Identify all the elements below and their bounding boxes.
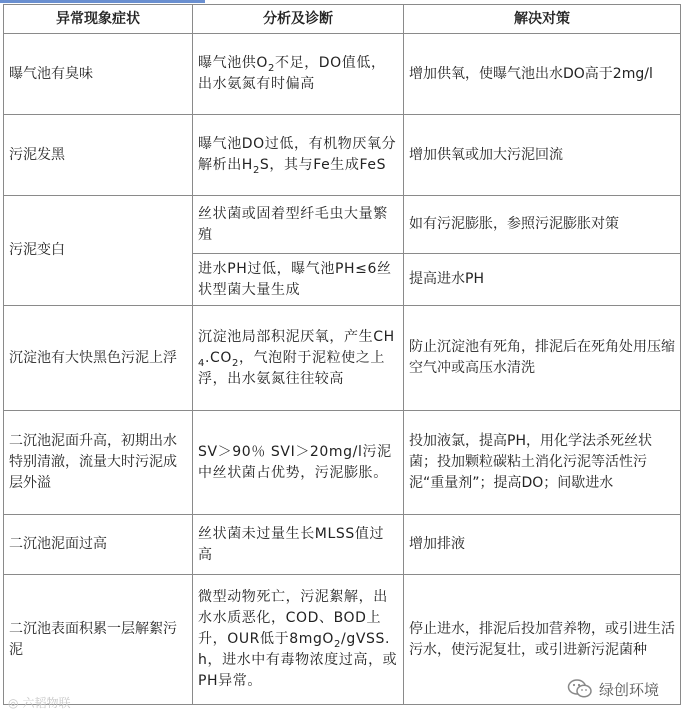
table-row — [4, 411, 681, 515]
symptom-cell: 污泥发黑 — [4, 115, 193, 196]
symptom-cell: 沉淀池有大快黑色污泥上浮 — [4, 306, 193, 411]
analysis-cell: 微型动物死亡，污泥絮解，出水水质恶化，COD、BOD上升，OUR低于8mgO$_2$/gVSS.h，进水中有毒物浓度过高，或PH异常。 — [193, 575, 404, 705]
header-solution: 解决对策 — [404, 5, 681, 34]
solution-cell: 防止沉淀池有死角，排泥后在死角处用压缩空气冲或高压水清洗 — [404, 306, 681, 411]
solution-cell: 如有污泥膨胀，参照污泥膨胀对策 — [404, 196, 681, 254]
watermark-left-text: 六韬物联 — [22, 696, 71, 710]
table-row — [4, 196, 681, 254]
table-header-row — [4, 5, 681, 34]
table-row — [4, 115, 681, 196]
analysis-cell: 丝状菌未过量生长MLSS值过高 — [193, 515, 404, 575]
table-row — [4, 515, 681, 575]
header-symptom: 异常现象症状 — [4, 5, 193, 34]
solution-cell: 投加液氯，提高PH，用化学法杀死丝状菌；投加颗粒碳粘土消化污泥等活性污泥“重量剂”；提高DO；间歇进水 — [404, 411, 681, 515]
solution-cell: 停止进水，排泥后投加营养物，或引进生活污水，使污泥复壮，或引进新污泥菌种 — [404, 575, 681, 705]
table-row — [4, 34, 681, 115]
watermark-left — [8, 694, 71, 711]
brand-name: 绿创环境 — [599, 680, 660, 699]
header-analysis: 分析及诊断 — [193, 5, 404, 34]
watermark-right — [563, 676, 663, 702]
diagnosis-table — [3, 4, 681, 705]
symptom-cell: 二沉池泥面升高，初期出水特别清澈，流量大时污泥成层外溢 — [4, 411, 193, 515]
wechat-icon — [567, 678, 593, 700]
solution-cell: 增加供氧，使曝气池出水DO高于2mg/l — [404, 34, 681, 115]
top-accent-bar — [0, 0, 205, 3]
analysis-cell: 曝气池供$O_2$不足，DO值低， 出水氨氮有时偏高 — [193, 34, 404, 115]
symptom-cell: 二沉池泥面过高 — [4, 515, 193, 575]
analysis-cell: 进水PH过低，曝气池PH≤6丝状型菌大量生成 — [193, 254, 404, 306]
analysis-cell: 曝气池DO过低，有机物厌氧分解析出$H_2S$，其与Fe生成FeS — [193, 115, 404, 196]
solution-cell: 增加排液 — [404, 515, 681, 575]
symptom-cell: 二沉池表面积累一层解絮污泥 — [4, 575, 193, 705]
solution-cell: 提高进水PH — [404, 254, 681, 306]
solution-cell: 增加供氧或加大污泥回流 — [404, 115, 681, 196]
analysis-cell: 沉淀池局部积泥厌氧，产生$CH_4.CO_2$，气泡附于泥粒使之上浮，出水氨氮往往较高 — [193, 306, 404, 411]
analysis-cell: SV＞90％ SVI＞20mg/l污泥中丝状菌占优势，污泥膨胀。 — [193, 411, 404, 515]
symptom-cell: 污泥变白 — [4, 196, 193, 306]
analysis-cell: 丝状菌或固着型纤毛虫大量繁殖 — [193, 196, 404, 254]
symptom-cell: 曝气池有臭味 — [4, 34, 193, 115]
table-row — [4, 306, 681, 411]
watermark-logo-icon: ◎ — [8, 695, 19, 710]
